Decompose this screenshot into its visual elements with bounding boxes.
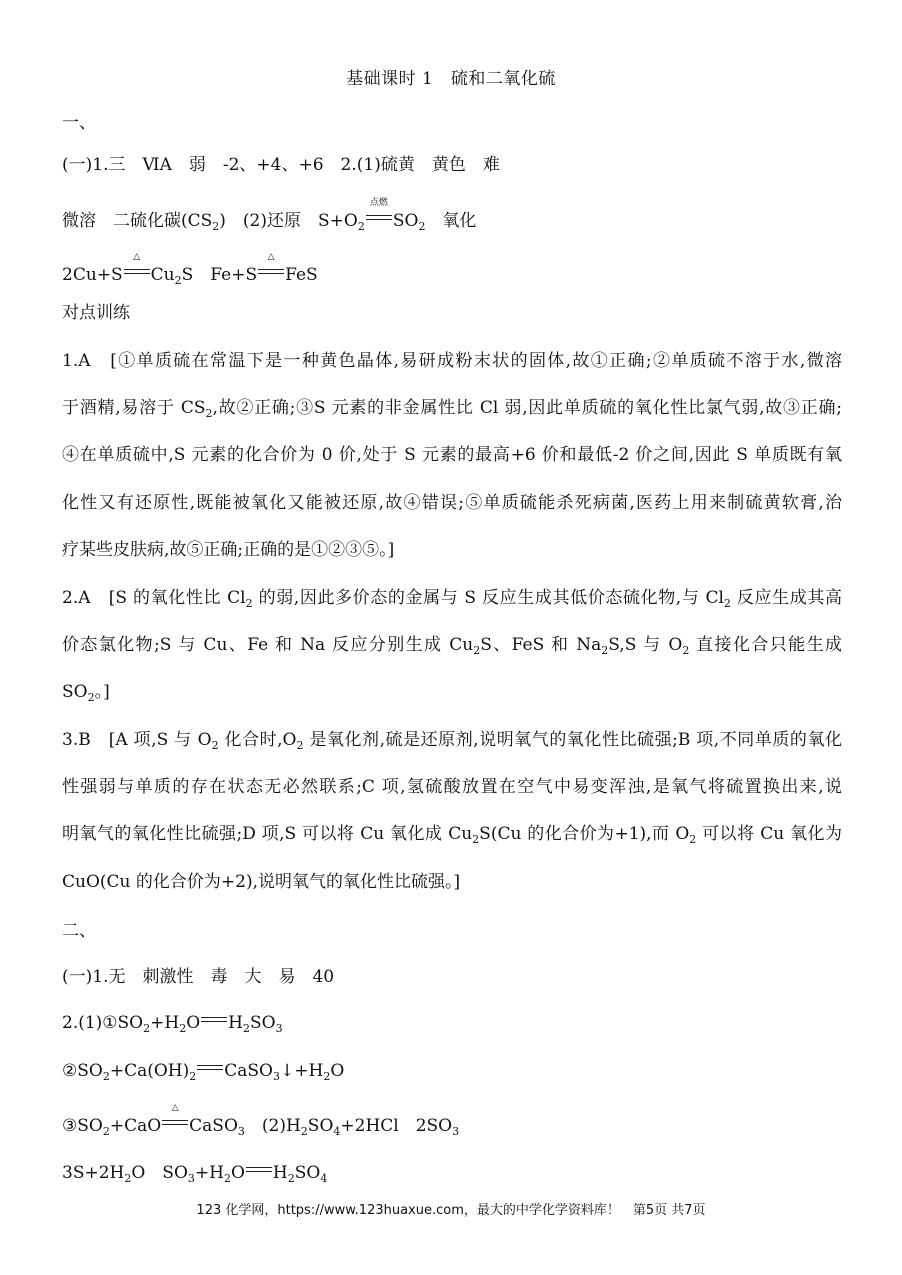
section-one-answers-line2: 微溶 二硫化碳$(CS_2)$ (2)还原 $S+O_2$ 点燃 $SO_2$ 氧化 bbox=[62, 198, 477, 233]
q1-line3: ④在单质硫中,S 元素的化合价为 0 价,处于 S 元素的最高+6 价和最低-2 价之间,因此 S 单质既有氧 bbox=[62, 445, 842, 465]
page-footer: 123 化学网，https://www.123huaxue.com，最大的中学化学资料库！ 第5页 共7页 bbox=[196, 1203, 706, 1218]
section-one-label: 一、 bbox=[62, 113, 96, 133]
section-two-equation2: $②SO_2+Ca(OH)_2$ $CaSO_3↓+H_2O$ bbox=[62, 1061, 345, 1083]
reaction-arrow: △ bbox=[258, 264, 284, 286]
q2-line1: 2.A [S 的氧化性比 $Cl_2$ 的弱,因此多价态的金属与 S 反应生成其低价态硫化物,与 $Cl_2$ 反应生成其高 bbox=[62, 588, 842, 610]
q3-line4: CuO(Cu 的化合价为+2),说明氧气的氧化性比硫强。] bbox=[62, 872, 461, 892]
section-one-answers-line3: 2Cu+S △ $Cu_2S$ Fe+S △ FeS bbox=[62, 252, 318, 287]
q2-line2: 价态氯化物;S 与 Cu、Fe 和 Na 反应分别生成 $Cu_2S$、FeS 和 $Na_2S,S$ 与 $O_2$ 直接化合只能生成 bbox=[62, 635, 842, 657]
q1-line1: 1.A [①单质硫在常温下是一种黄色晶体,易研成粉末状的固体,故①正确;②单质硫不溶于水,微溶 bbox=[62, 351, 842, 371]
page-title: 基础课时 1 硫和二氧化硫 bbox=[346, 69, 556, 89]
q1-line5: 疗某些皮肤病,故⑤正确;正确的是①②③⑤。] bbox=[62, 540, 395, 560]
q1-line2: 于酒精,易溶于 $CS_2$,故②正确;③S 元素的非金属性比 Cl 弱,因此单质硫的氧化性比氯气弱,故③正确; bbox=[62, 398, 843, 420]
reaction-arrow bbox=[201, 1012, 227, 1034]
section-two-label: 二、 bbox=[62, 921, 96, 941]
q3-line2: 性强弱与单质的存在状态无必然联系;C 项,氢硫酸放置在空气中易变浑浊,是氧气将硫置换出来,说 bbox=[62, 777, 842, 797]
practice-heading: 对点训练 bbox=[62, 303, 130, 323]
section-two-equation3: $③SO_2+CaO$ △ CaSO$_3$ $(2)H_2SO_4+2HCl$ $2SO_3$ bbox=[62, 1103, 460, 1138]
reaction-arrow bbox=[197, 1060, 223, 1082]
reaction-arrow: 点燃 bbox=[366, 210, 392, 232]
q2-line3: $SO_2$。] bbox=[62, 682, 110, 704]
reaction-arrow bbox=[246, 1162, 272, 1184]
q1-line4: 化性又有还原性,既能被氧化又能被还原,故④错误;⑤单质硫能杀死病菌,医药上用来制硫黄软膏,治 bbox=[62, 493, 842, 513]
section-two-equation1: $2.(1)①SO_2+H_2O$ $H_2SO_3$ bbox=[62, 1013, 283, 1035]
section-two-answers-line1: (一)1.无 刺激性 毒 大 易 40 bbox=[62, 967, 335, 987]
q3-line1: 3.B [A 项,S 与 $O_2$ 化合时$,O_2$ 是氧化剂,硫是还原剂,说明氧气的氧化性比硫强;B 项,不同单质的氧化 bbox=[62, 730, 842, 752]
section-one-answers-line1: (一)1.三 ⅥA 弱 -2、+4、+6 2.(1)硫黄 黄色 难 bbox=[62, 155, 500, 175]
reaction-arrow: △ bbox=[124, 264, 150, 286]
reaction-arrow: △ bbox=[162, 1115, 188, 1137]
q3-line3: 明氧气的氧化性比硫强;D 项,S 可以将 Cu 氧化成 $Cu_2S(Cu$ 的化合价为+1),而 $O_2$ 可以将 Cu 氧化为 bbox=[62, 824, 843, 846]
section-two-equation4: $3S+2H_2O$ $SO_3+H_2O$ $H_2SO_4$ bbox=[62, 1163, 328, 1185]
